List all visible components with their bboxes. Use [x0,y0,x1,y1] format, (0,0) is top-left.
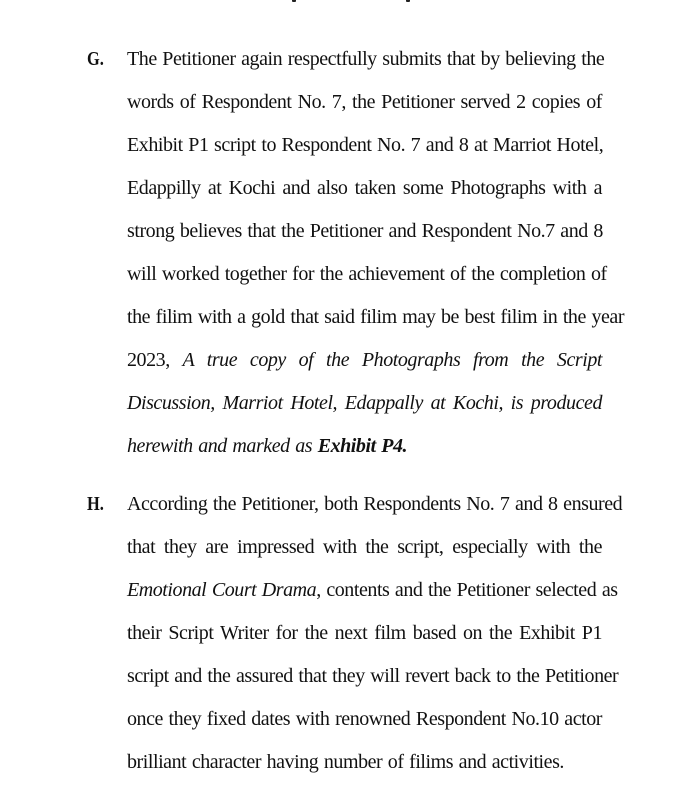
paragraph-h [87,483,623,784]
text-line: the filim with a gold that said filim may be best filim in the year [127,306,625,328]
text-line [127,339,602,382]
text-line: once they fixed dates with renowned Respondent No.10 actor [127,708,602,730]
text-line: words of Respondent No. 7, the Petitioner served 2 copies of [127,91,602,113]
text-line: Exhibit P1 script to Respondent No. 7 and 8 at Marriot Hotel, [127,134,604,156]
exhibit-p4-label: Exhibit P4. [317,435,408,457]
text-line: that they are impressed with the script, especially with the [127,536,602,558]
paragraph-marker-g: G. [87,48,104,70]
paragraph-g-text [127,38,625,468]
true-copy-text: A true copy of the Photographs from the Script [182,349,602,371]
text-line: their Script Writer for the next film based on the Exhibit P1 [127,622,602,644]
text-line: will worked together for the achievement of the completion of [127,263,607,285]
text-line: brilliant character having number of filims and activities. [127,751,564,773]
line3-rest-text: , contents and the Petitioner selected as [316,579,618,601]
text-line: The Petitioner again respectfully submits that by believing the [127,48,605,70]
paragraph-marker-h: H. [87,493,104,515]
emotional-court-drama-text: Emotional Court Drama [127,579,317,601]
text-line: Edappilly at Kochi and also taken some Photographs with a [127,177,602,199]
text-line [127,569,618,612]
text-line: According the Petitioner, both Respondents No. 7 and 8 ensured [127,493,623,515]
paragraph-g [87,38,625,468]
cut-off-previous-line [230,0,470,4]
text-line: strong believes that the Petitioner and Respondent No.7 and 8 [127,220,603,242]
text-line: script and the assured that they will revert back to the Petitioner [127,665,619,687]
year-text: 2023, [127,349,170,371]
marked-as-text: herewith and marked as [127,435,313,457]
text-line [127,425,602,468]
text-line: Discussion, Marriot Hotel, Edappally at Kochi, is produced [127,392,602,414]
paragraph-h-text [127,483,623,784]
